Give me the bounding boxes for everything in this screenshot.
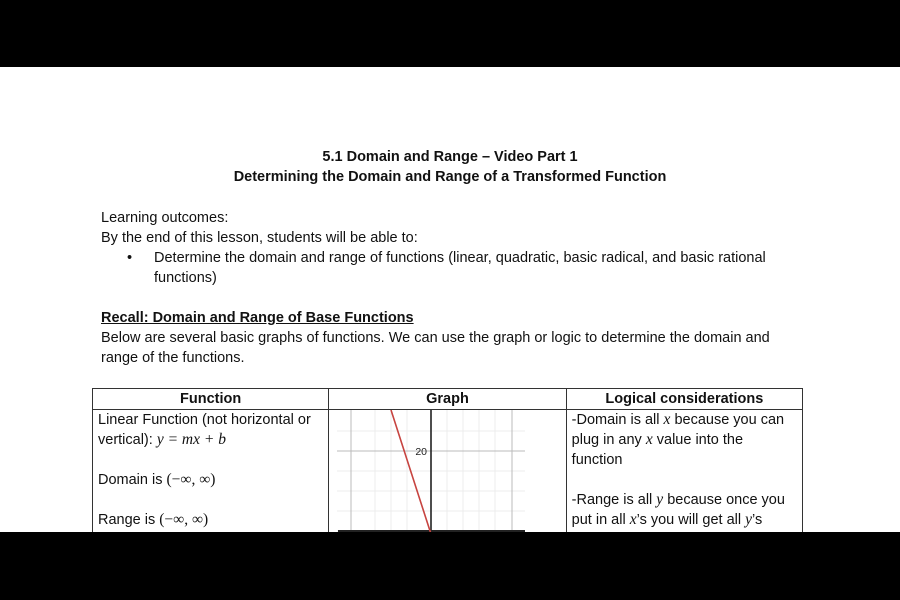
logic-cell <box>566 410 802 533</box>
graph-cell <box>329 410 566 533</box>
table-row <box>93 410 803 533</box>
learning-outcomes-intro: By the end of this lesson, students will be able to: <box>101 230 418 246</box>
function-cell <box>93 410 329 533</box>
header-function: Function <box>93 389 329 410</box>
header-graph: Graph <box>329 389 566 410</box>
function-name: Linear Function (not horizontal or vertical): y = mx + b <box>98 412 311 448</box>
domain-value: (−∞, ∞) <box>166 471 216 488</box>
function-equation: y = mx + b <box>156 431 226 448</box>
learning-outcome-bullet <box>127 248 807 288</box>
recall-heading: Recall: Domain and Range of Base Functions <box>101 310 414 326</box>
range-reasoning: -Range is all y because once you put in all x’s you will get all y’s <box>571 491 785 528</box>
recall-description: Below are several basic graphs of functions. We can use the graph or logic to determine the domain and range of the functions. <box>101 330 770 366</box>
y-tick-label: 20 <box>415 446 428 458</box>
linear-function-graph <box>329 410 566 532</box>
learning-outcomes-heading: Learning outcomes: <box>101 210 229 226</box>
bullet-icon: • <box>127 250 133 266</box>
domain-reasoning: -Domain is all x because you can plug in any x value into the function <box>571 411 785 468</box>
document-page <box>0 67 900 532</box>
document-subtitle: Determining the Domain and Range of a Transformed Function <box>233 169 667 185</box>
header-logical-considerations: Logical considerations <box>566 389 802 410</box>
bullet-text: Determine the domain and range of functions (linear, quadratic, basic radical, and basic rational functions) <box>154 250 766 286</box>
base-functions-table <box>92 388 803 532</box>
range-value: (−∞, ∞) <box>159 511 209 528</box>
document-title: 5.1 Domain and Range – Video Part 1 <box>322 149 578 165</box>
range-statement: Range is (−∞, ∞) <box>98 511 209 528</box>
domain-statement: Domain is (−∞, ∞) <box>98 471 216 488</box>
table-header-row <box>93 389 803 410</box>
